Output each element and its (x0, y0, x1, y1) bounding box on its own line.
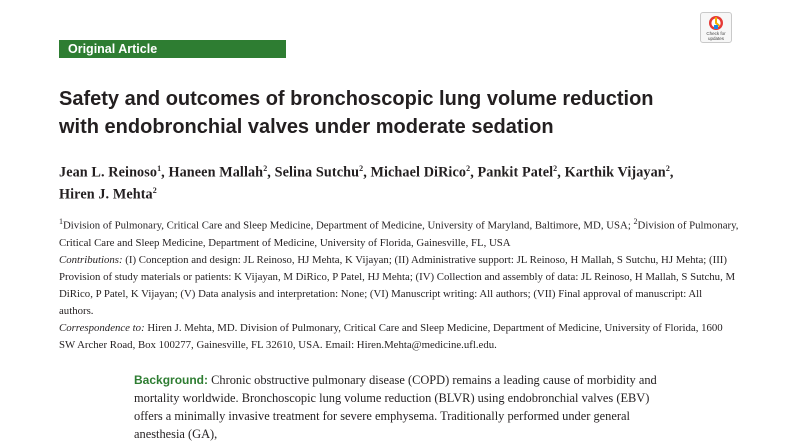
badge-text-line2: updates (707, 36, 724, 41)
article-metadata (59, 213, 739, 354)
article-type-label: Original Article (68, 42, 158, 56)
title-line-2: with endobronchial valves under moderate sedation (59, 116, 554, 138)
author-affiliation-sup: 2 (553, 164, 558, 173)
author-affiliation-sup: 2 (665, 164, 670, 173)
abstract (134, 371, 662, 443)
author-list: Jean L. Reinoso$^1$, Haneen Mallah$^2$, Selina Sutchu$^2$, Michael DiRico$^2$, Pankit Patel$^2$, Karthik Vijayan$^2$, Hiren J. Mehta$^2$ (59, 164, 674, 203)
correspondence-text: Hiren J. Mehta, MD. Division of Pulmonary, Critical Care and Sleep Medicine, Department of Medicine, University of Florida, 1600 SW Archer Road, Box 100277, Gainesville, FL 32610, USA. Email: Hiren.Mehta@medicine.ufl.edu. (59, 321, 723, 351)
article-title (59, 85, 749, 141)
affiliations: $^1$Division of Pulmonary, Critical Care and Sleep Medicine, Department of Medicine, University of Maryland, Baltimore, MD, USA; $^2$Division of Pulmonary, Critical Care and Sleep Medicine, Department of Medicine, University of Florida, Gainesville, FL, USA (59, 217, 739, 249)
author-name: Karthik Vijayan (564, 164, 666, 181)
author-name: Jean L. Reinoso (59, 164, 158, 181)
article-type-banner (59, 40, 286, 58)
abstract-heading: Background: (134, 373, 209, 387)
author-name: Hiren J. Mehta (59, 186, 153, 203)
author-affiliation-sup: 2 (359, 164, 364, 173)
abstract-text: Chronic obstructive pulmonary disease (COPD) remains a leading cause of morbidity and mortality worldwide. Bronchoscopic lung volume reduction (BLVR) using endobronchial valves (EBV) offers a minimally invasive treatment for severe emphysema. Traditionally performed under general anesthesia (GA), (134, 373, 657, 441)
affiliation-2: Division of Pulmonary, Critical Care and Sleep Medicine, Department of Medicine, University of Florida, Gainesville, FL, USA (59, 219, 739, 249)
correspondence-label: Correspondence to: (59, 321, 145, 334)
title-line-1: Safety and outcomes of bronchoscopic lung volume reduction (59, 88, 654, 110)
affiliation-1: Division of Pulmonary, Critical Care and Sleep Medicine, Department of Medicine, University of Maryland, Baltimore, MD, USA; (63, 219, 634, 232)
author-name: Michael DiRico (370, 164, 467, 181)
author-name: Selina Sutchu (274, 164, 360, 181)
contributions (59, 252, 739, 320)
author-affiliation-sup: 1 (157, 164, 162, 173)
author-affiliation-sup: 2 (466, 164, 471, 173)
check-for-updates-icon (708, 15, 724, 31)
contributions-label: Contributions: (59, 253, 123, 266)
author-affiliation-sup: 2 (152, 185, 157, 195)
abstract-background (134, 371, 662, 443)
check-for-updates-badge[interactable] (700, 12, 732, 43)
author-name: Pankit Patel (477, 164, 554, 181)
contributions-text: (I) Conception and design: JL Reinoso, HJ Mehta, K Vijayan; (II) Administrative support: JL Reinoso, H Mallah, S Sutchu, HJ Mehta; (III) Provision of study materials or patients: K Vijayan, M DiRico, P Patel, HJ Mehta; (IV) Collection and assembly of data: JL Reinoso, H Mallah, S Sutchu, M DiRico, P Patel, K Vijayan; (V) Data analysis and interpretation: None; (VI) Manuscript writing: All authors; (VII) Final approval of manuscript: All authors. (59, 253, 736, 317)
author-affiliation-sup: 2 (263, 164, 268, 173)
badge-text-line1: Check for (706, 31, 726, 36)
correspondence (59, 320, 739, 354)
author-name: Haneen Mallah (168, 164, 264, 181)
